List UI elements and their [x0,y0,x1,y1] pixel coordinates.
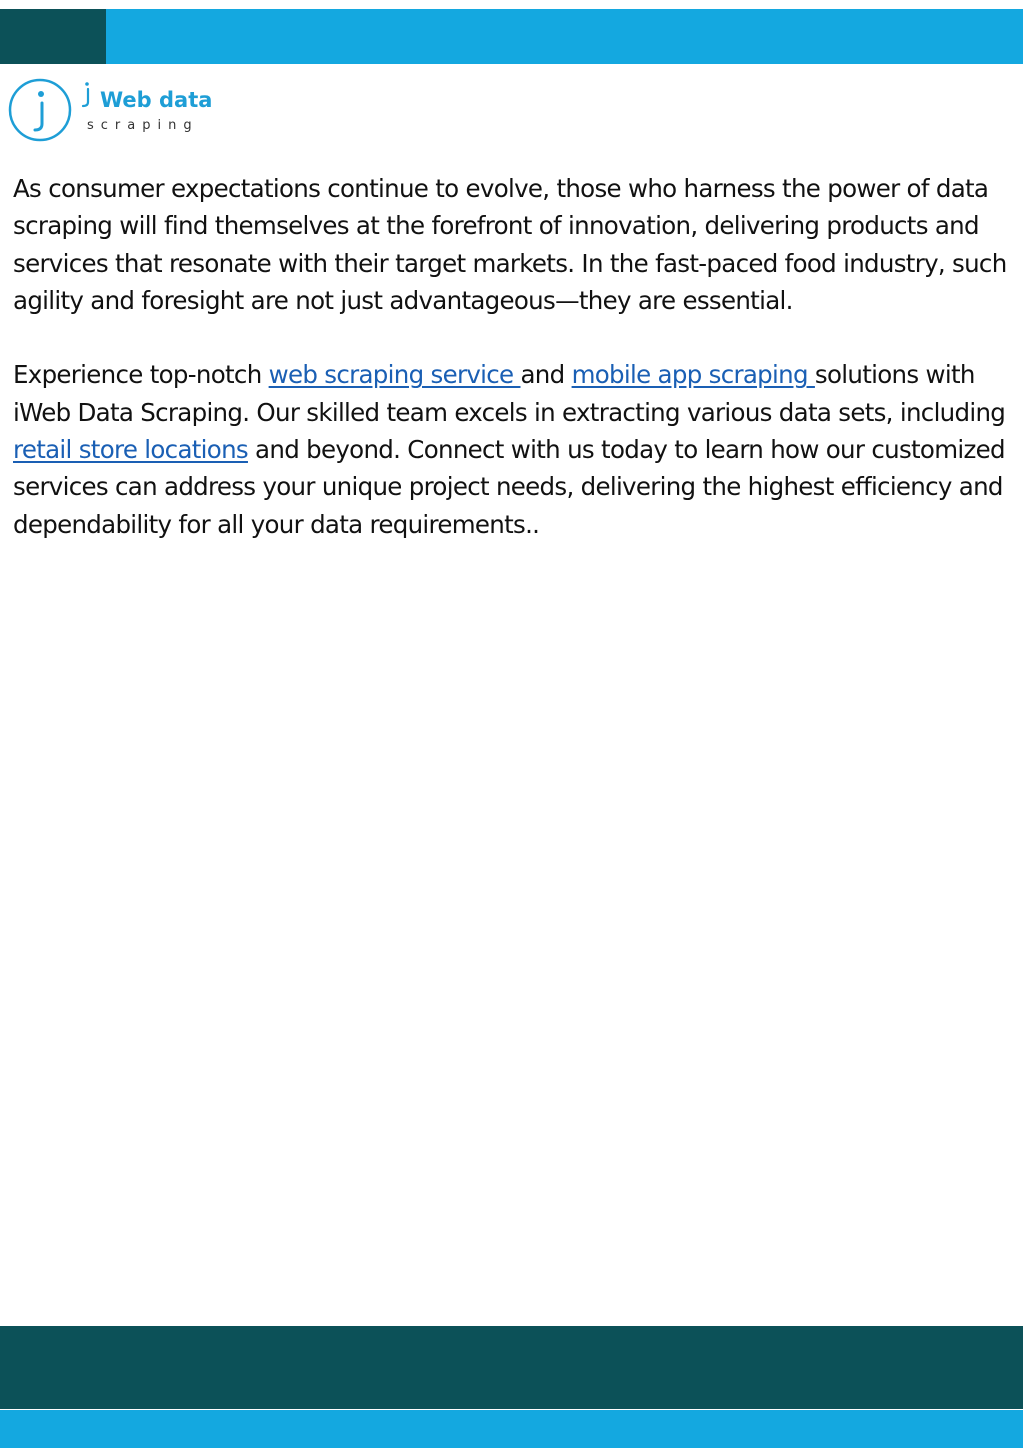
i-circle-logo-icon [8,78,98,146]
paragraph-spacer [13,319,1013,356]
paragraph-2-text-2: and [520,360,572,390]
logo-subtitle: scraping [87,118,199,133]
logo-wordmark: Web data [100,88,213,112]
footer-dark-bar [0,1326,1023,1409]
paragraph-1: As consumer expectations continue to evolve, those who harness the power of data scraping will find themselves at the forefront of innovation, delivering products and services that resonate with their target markets. In the fast-paced food industry, such agility and foresight are not just advantageous—they are essential. [13,174,1007,315]
mobile-app-scraping-link[interactable]: mobile app scraping [571,360,815,390]
header-bar [0,9,1023,64]
document-body [13,170,1013,543]
web-scraping-service-link[interactable]: web scraping service [268,360,521,390]
retail-store-locations-link[interactable]: retail store locations [13,435,248,465]
header-accent-block [0,9,106,64]
footer-blue-bar [0,1410,1023,1448]
paragraph-2 [13,356,1013,542]
paragraph-2-text-1: Experience top-notch [13,360,269,390]
paragraph-2-text-4: and beyond. Connect with us today to learn how our customized services can address your unique project needs, delivering the highest efficiency and dependability for all your data requirements.. [13,435,1005,539]
paragraph-2-text-3: solutions with iWeb Data Scraping. Our skilled team excels in extracting various data sets, including [13,360,1006,427]
logo[interactable] [8,78,248,146]
